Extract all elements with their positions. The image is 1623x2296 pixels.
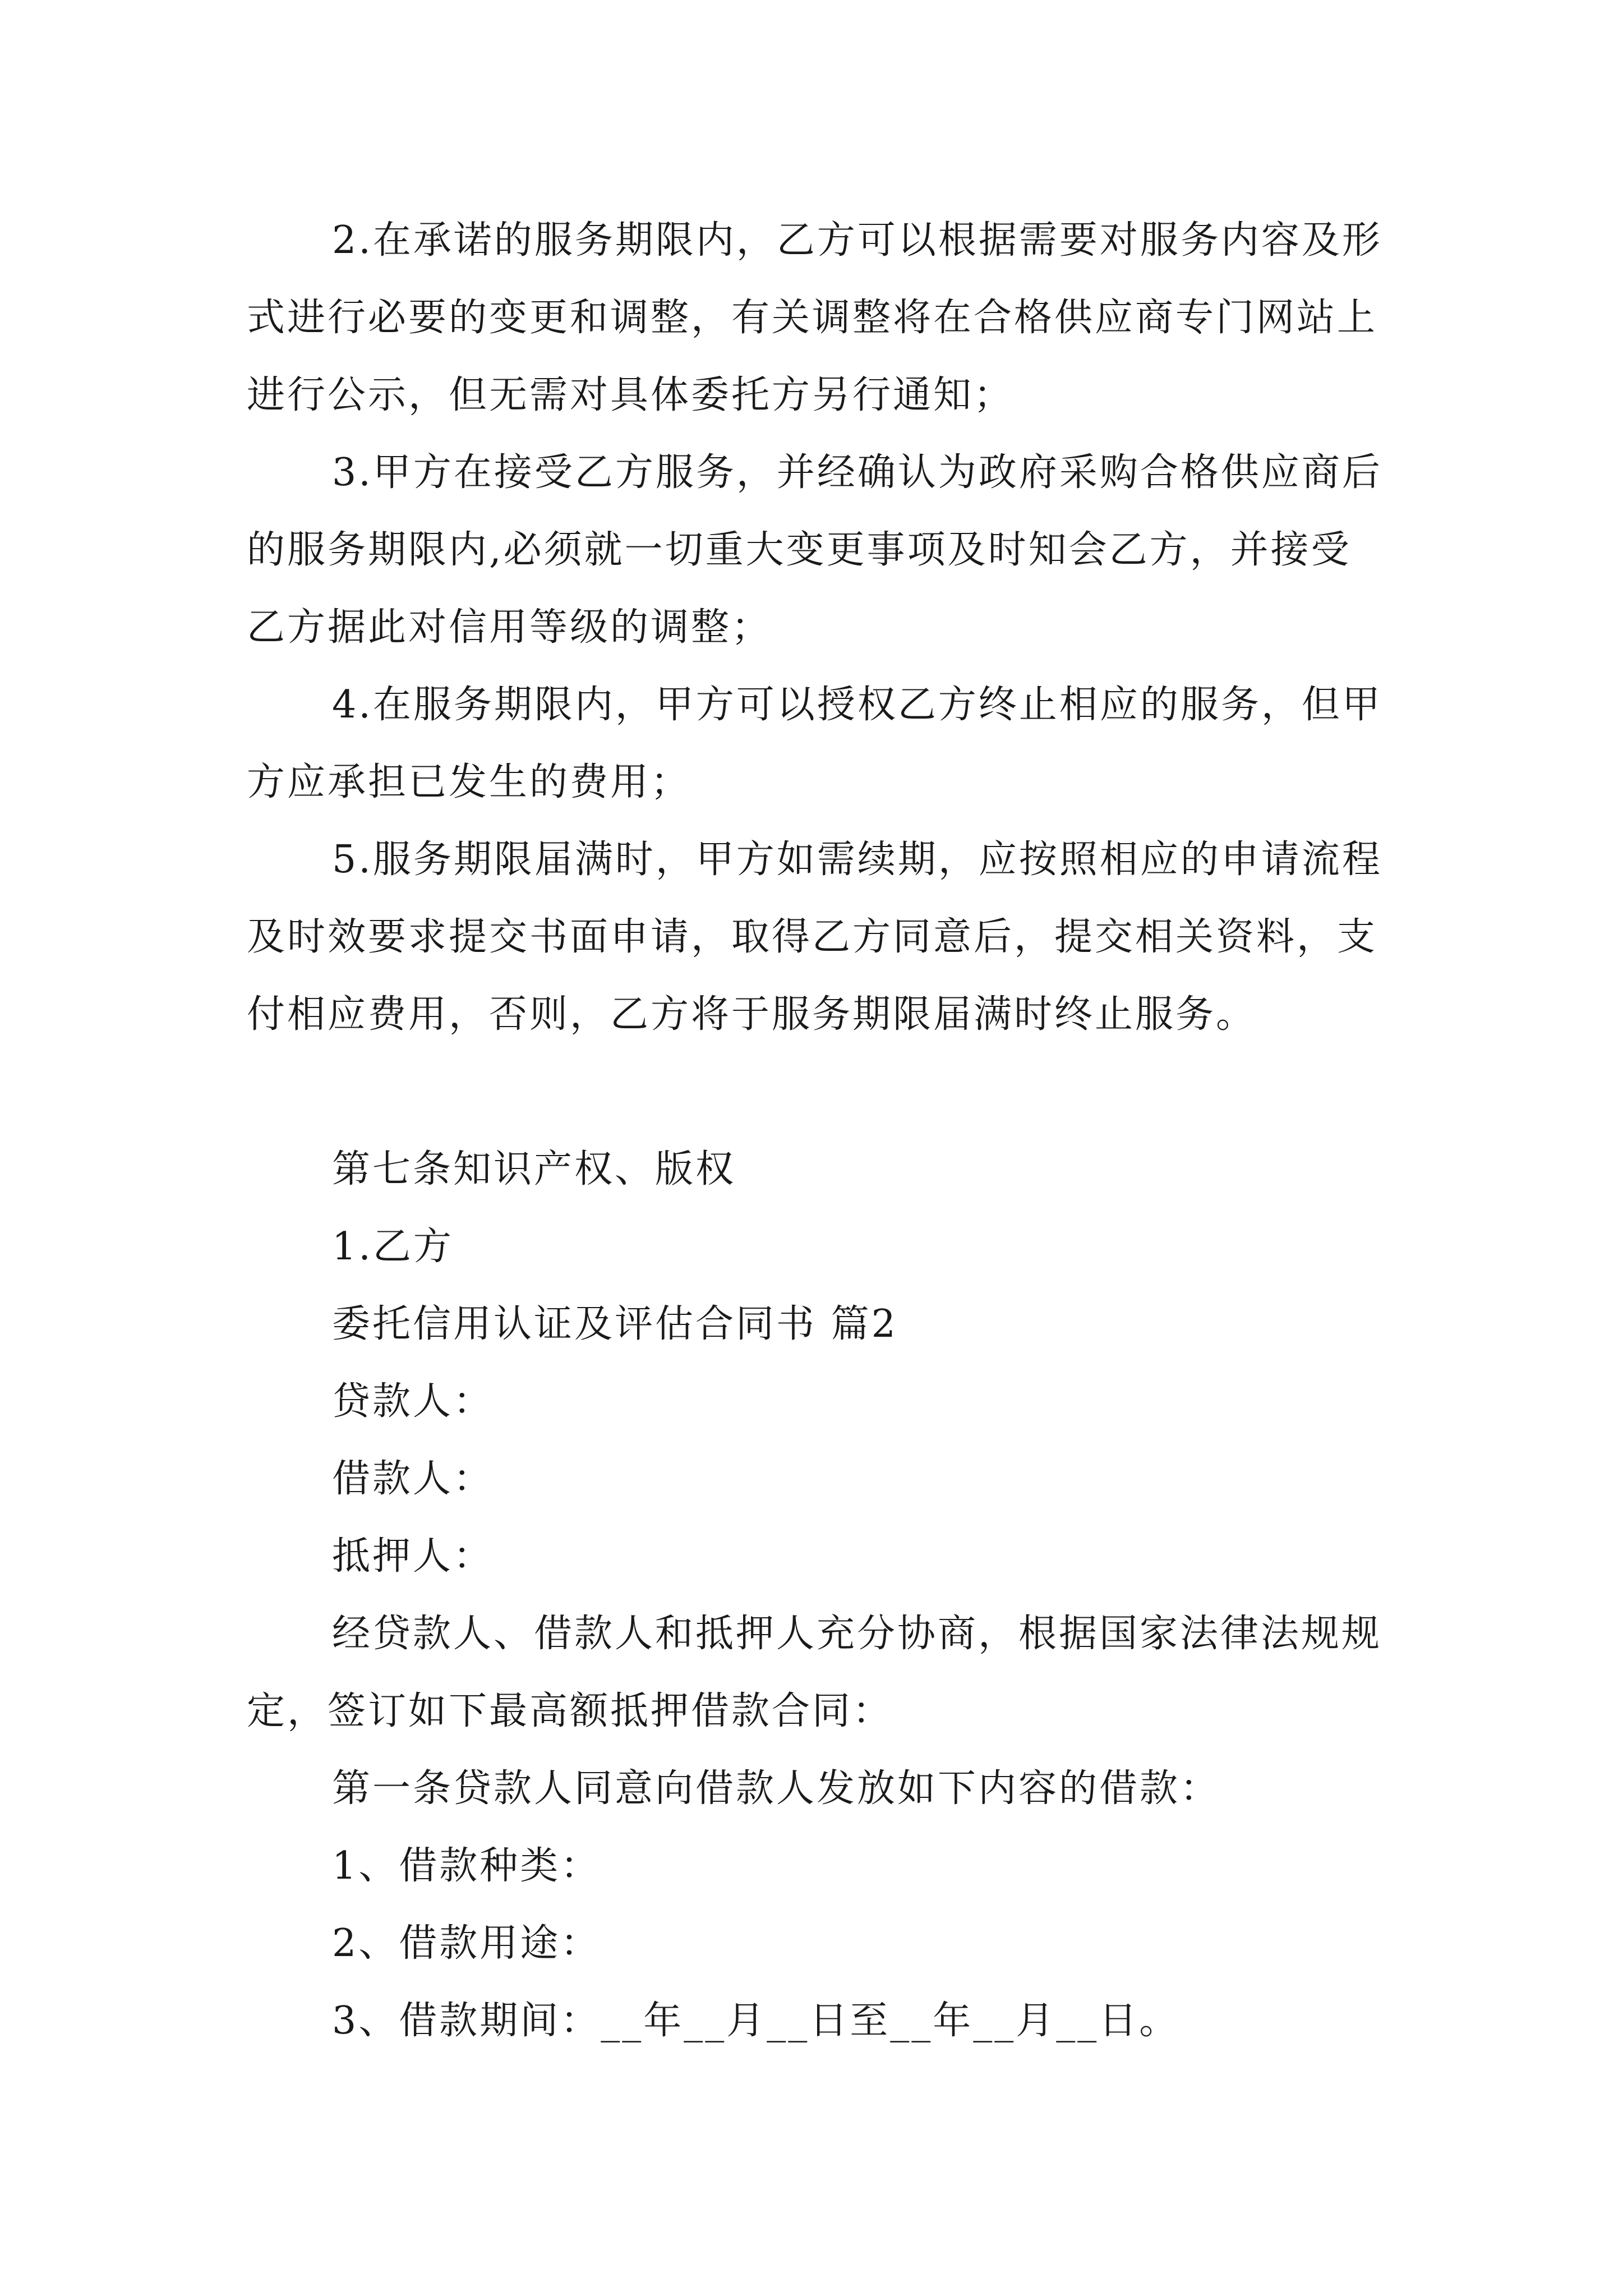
agreement-intro-paragraph: 经贷款人、借款人和抵押人充分协商，根据国家法律法规规定，签订如下最高额抵押借款合同： (247, 1612, 1382, 1733)
paragraph-item-3: 3.甲方在接受乙方服务，并经确认为政府采购合格供应商后的服务期限内,必须就一切重大变更事项及时知会乙方，并接受乙方据此对信用等级的调整； (247, 450, 1382, 650)
clause-line: 1.乙方 (332, 1225, 454, 1269)
paragraph-item-2: 2.在承诺的服务期限内，乙方可以根据需要对服务内容及形式进行必要的变更和调整，有关调整将在合格供应商专门网站上进行公示，但无需对具体委托方另行通知； (247, 218, 1382, 417)
paragraph-item-4: 4.在服务期限内，甲方可以授权乙方终止相应的服务，但甲方应承担已发生的费用； (247, 683, 1382, 804)
article-one-heading: 第一条贷款人同意向借款人发放如下内容的借款： (332, 1766, 1221, 1811)
loan-period-field: 3、借款期间：__年__月__日至__年__月__日。 (332, 1999, 1180, 2043)
loan-type-field: 1、借款种类： (332, 1844, 601, 1888)
paragraph-item-5: 5.服务期限届满时，甲方如需续期，应按照相应的申请流程及时效要求提交书面申请，取得乙方同意后，提交相关资料，支付相应费用，否则，乙方将于服务期限届满时终止服务。 (247, 838, 1382, 1037)
contract-title: 委托信用认证及评估合同书 篇2 (332, 1302, 898, 1346)
mortgagor-field: 抵押人： (332, 1534, 494, 1579)
lender-field: 贷款人： (332, 1379, 494, 1424)
article-seven-heading: 第七条知识产权、版权 (332, 1147, 736, 1191)
borrower-field: 借款人： (332, 1457, 494, 1501)
loan-purpose-field: 2、借款用途： (332, 1921, 601, 1966)
